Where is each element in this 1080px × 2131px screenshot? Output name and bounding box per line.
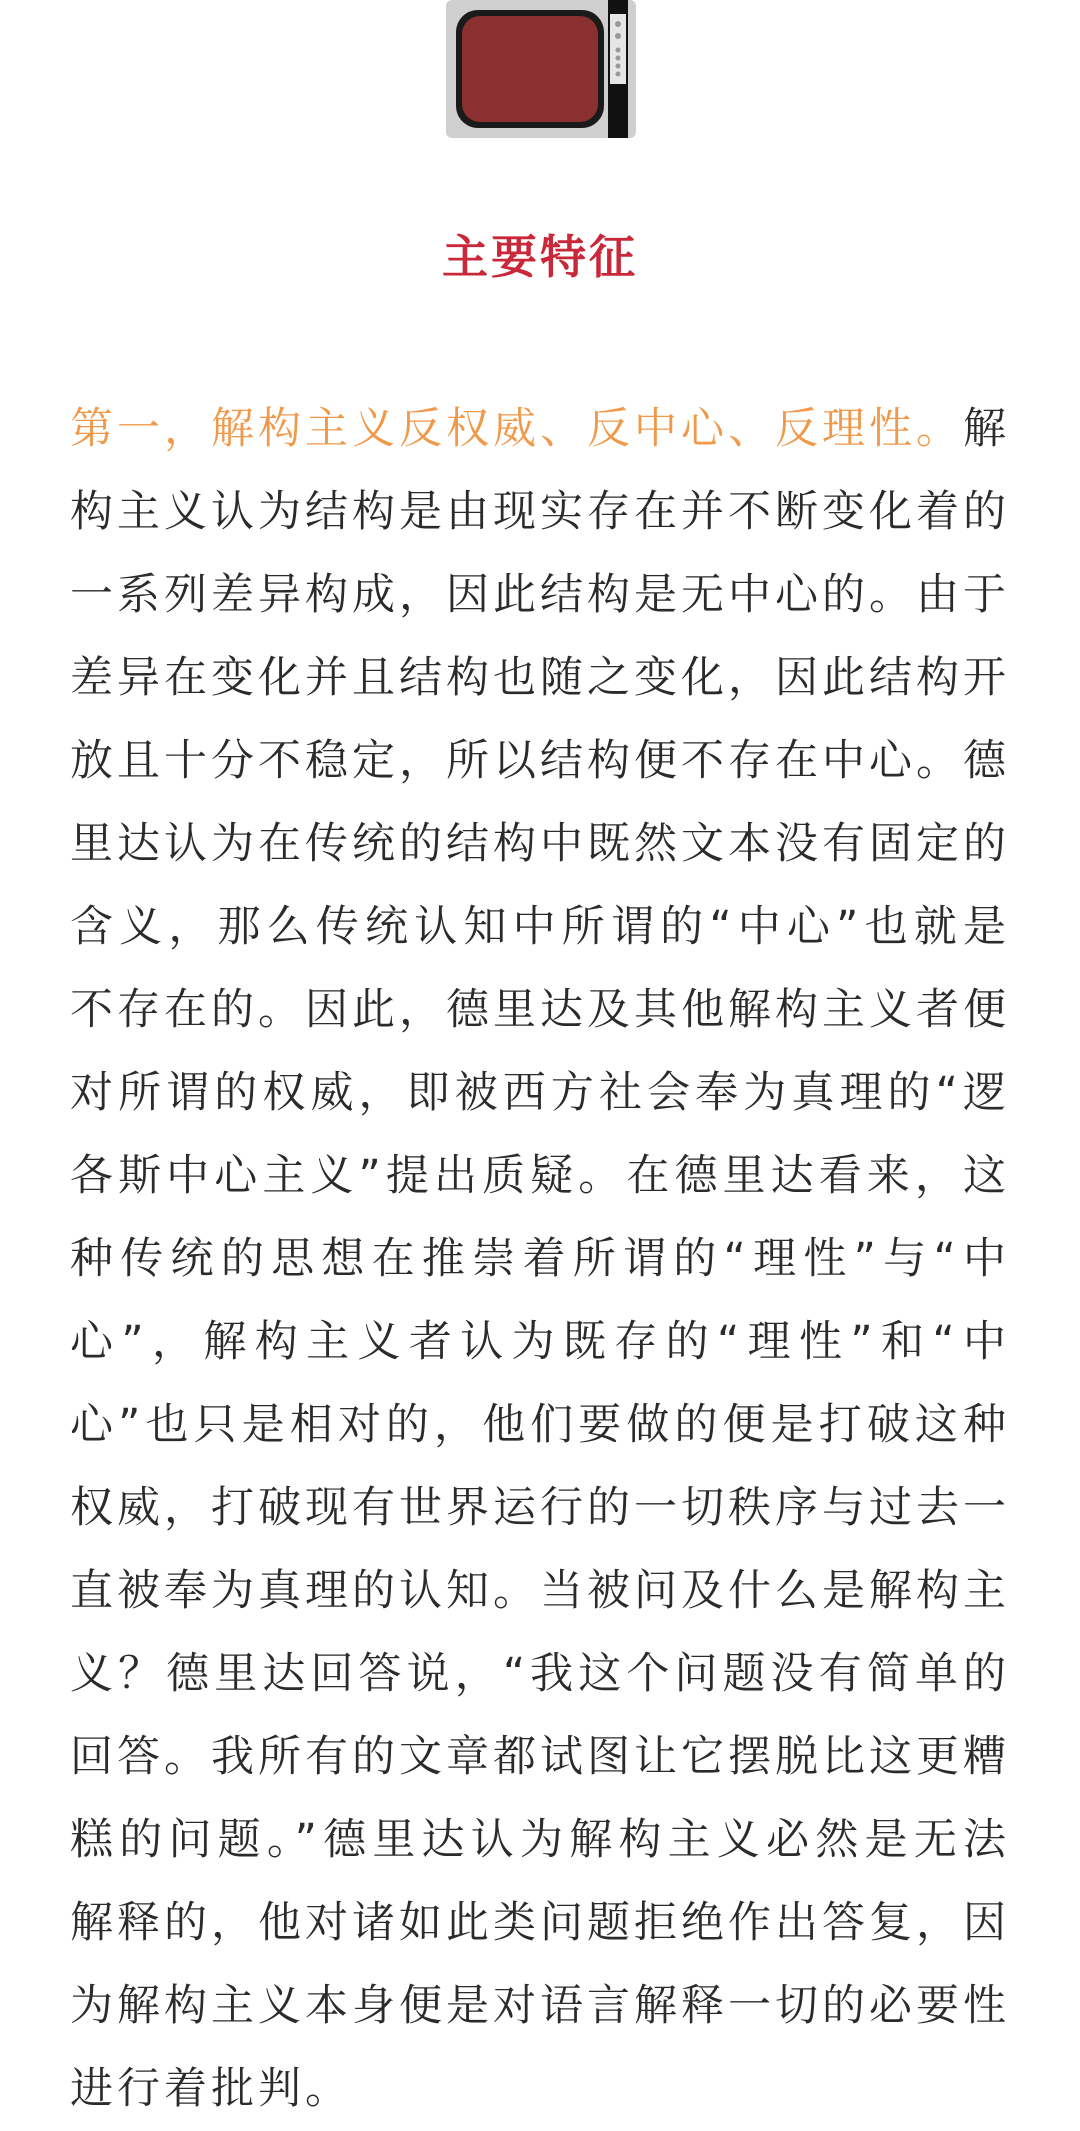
section-heading: 主要特征: [442, 230, 638, 284]
retro-tv-icon: [446, 0, 636, 138]
tv-knob: [616, 72, 621, 77]
tv-illustration: [446, 0, 636, 138]
tv-knob: [616, 56, 621, 61]
paragraph-lead: 第一，解构主义反权威、反中心、反理性。: [70, 404, 963, 454]
tv-knob: [616, 48, 621, 53]
tv-knob: [615, 21, 621, 27]
paragraph-body: 解构主义认为结构是由现实存在并不断变化着的一系列差异构成，因此结构是无中心的。由于差异在变化并且结构也随之变化，因此结构开放且十分不稳定，所以结构便不存在中心。德里达认为在传统的结构中既然文本没有固定的含义，那么传统认知中所谓的“中心”也就是不存在的。因此，德里达及其他解构主义者便对所谓的权威，即被西方社会奉为真理的“逻各斯中心主义”提出质疑。在德里达看来，这种传统的思想在推崇着所谓的“理性”与“中心”，解构主义者认为既存的“理性”和“中心”也只是相对的，他们要做的便是打破这种权威，打破现有世界运行的一切秩序与过去一直被奉为真理的认知。当被问及什么是解构主义？德里达回答说，“我这个问题没有简单的回答。我所有的文章都试图让它摆脱比这更糟糕的问题。”德里达认为解构主义必然是无法解释的，他对诸如此类问题拒绝作出答复，因为解构主义本身便是对语言解释一切的必要性进行着批判。: [70, 404, 1010, 2114]
tv-knob: [616, 64, 621, 69]
article-paragraph: [70, 388, 1010, 2131]
tv-knob: [615, 33, 621, 39]
tv-screen: [462, 16, 598, 122]
